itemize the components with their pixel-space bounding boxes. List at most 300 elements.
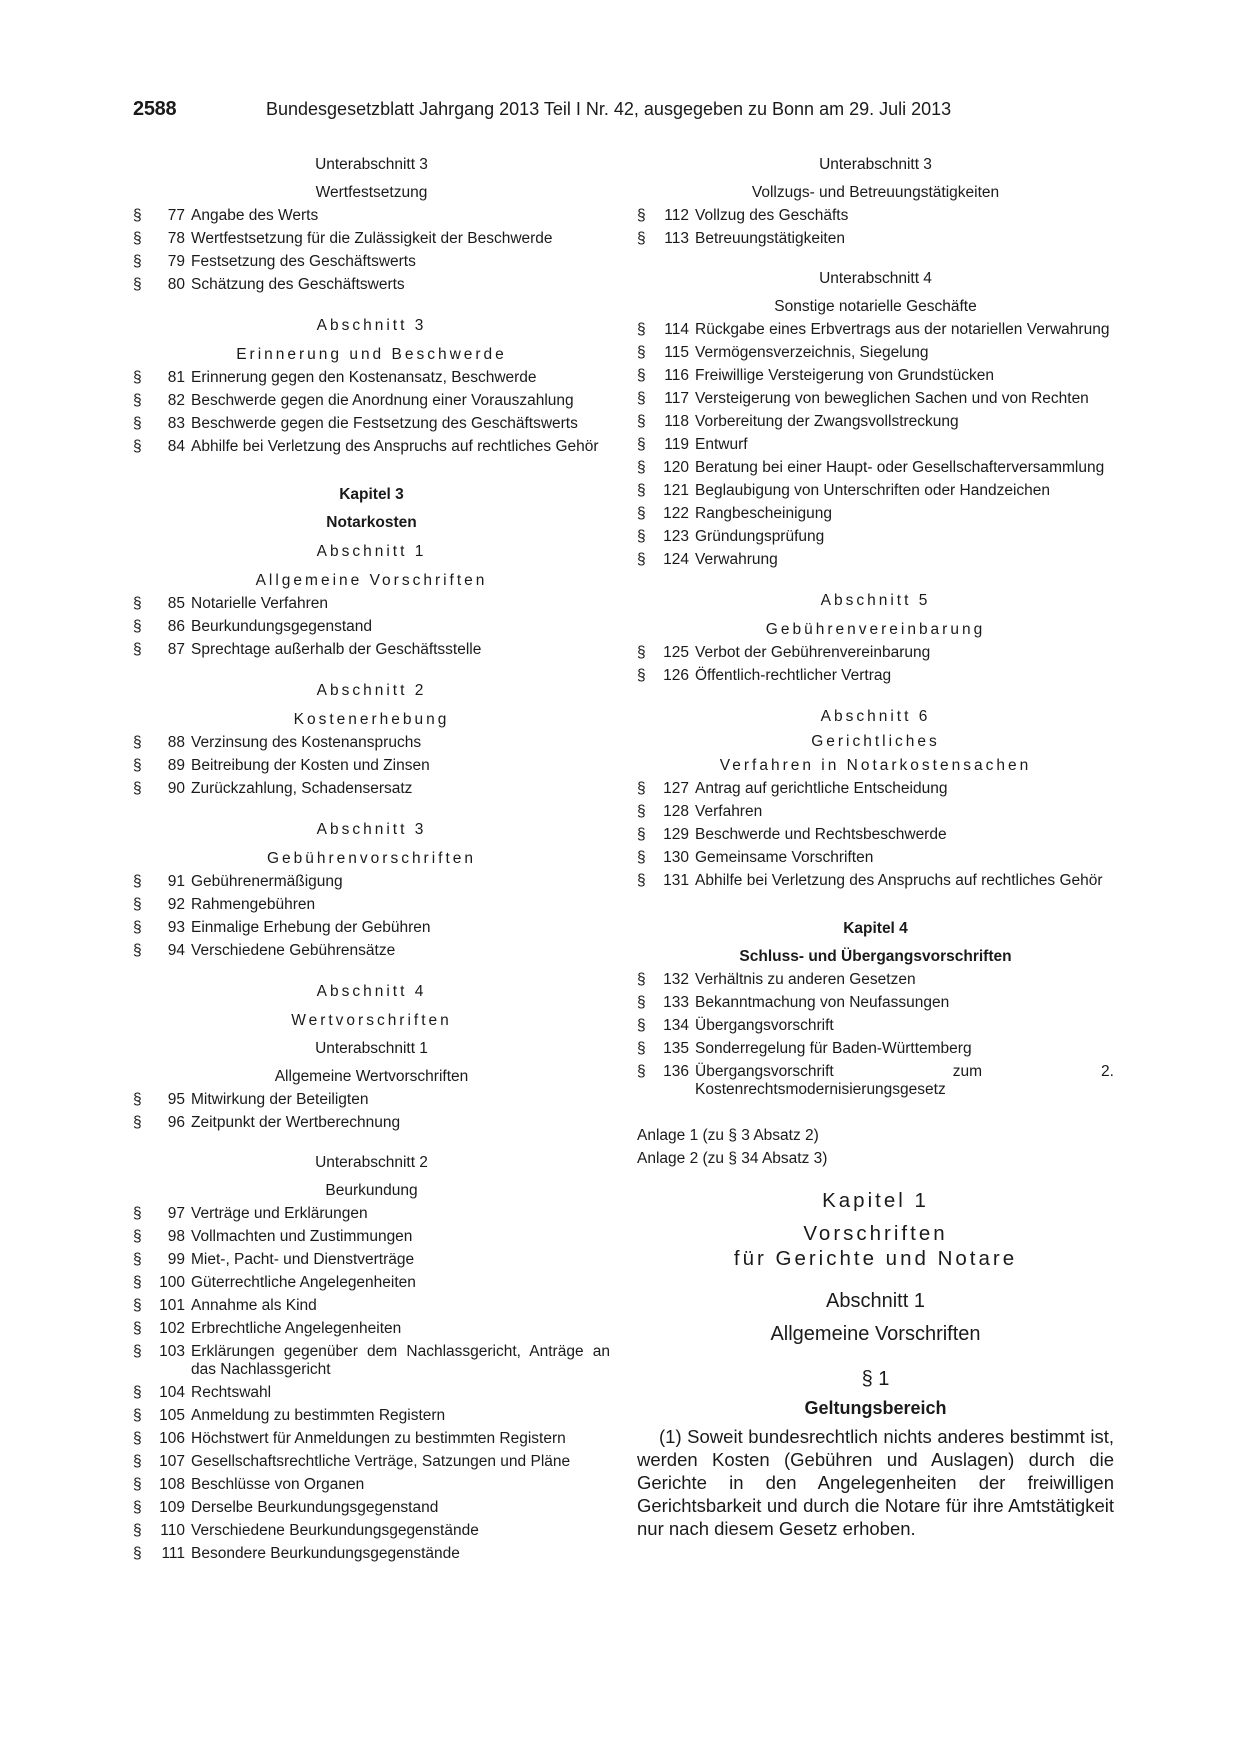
- toc-entry: [133, 207, 610, 225]
- paragraph-number: 121: [663, 482, 689, 499]
- paragraph-ref: [637, 644, 695, 662]
- paragraph-number: 111: [161, 1545, 185, 1562]
- paragraph-number: 125: [663, 644, 689, 661]
- toc-entry: [133, 415, 610, 433]
- section-sign: §: [637, 413, 646, 430]
- toc-entry: [637, 1017, 1114, 1035]
- toc-entry: [133, 1476, 610, 1494]
- section-sign: §: [133, 1091, 142, 1108]
- paragraph-number: 79: [167, 253, 185, 270]
- section-sign: §: [637, 344, 646, 361]
- section-sign: §: [133, 392, 142, 409]
- toc-entry: [637, 482, 1114, 500]
- toc-entry: [637, 644, 1114, 662]
- paragraph-ref: [637, 505, 695, 523]
- toc-entry: [133, 438, 610, 456]
- toc-entry: [637, 826, 1114, 844]
- entry-title: Miet-, Pacht- und Dienstverträge: [191, 1251, 415, 1268]
- paragraph-number: 132: [663, 971, 689, 988]
- entry-title: Beschwerde gegen die Anordnung einer Vorauszahlung: [191, 392, 574, 409]
- entry-title: Rangbescheinigung: [695, 505, 833, 522]
- section-sign: §: [637, 803, 646, 820]
- entry-title: Mitwirkung der Beteiligten: [191, 1091, 369, 1108]
- section-sign: §: [637, 1063, 646, 1080]
- entry-title: Gemeinsame Vorschriften: [695, 849, 874, 866]
- entry-title: Übergangsvorschrift zum 2. Kostenrechtsmodernisierungsgesetz: [695, 1063, 1114, 1098]
- toc-entry: [133, 1453, 610, 1471]
- section-sign: §: [637, 667, 646, 684]
- paragraph-number: 96: [167, 1114, 185, 1131]
- paragraph-number: 81: [167, 369, 185, 386]
- paragraph-number: 115: [664, 344, 689, 361]
- toc-entry: [637, 780, 1114, 798]
- paragraph-number: 128: [663, 803, 689, 820]
- entry-title: Festsetzung des Geschäftswerts: [191, 253, 416, 270]
- toc-entry: [637, 413, 1114, 431]
- section-heading: Abschnitt 3: [316, 317, 427, 334]
- section-sign: §: [133, 1205, 142, 1222]
- toc-entry: [133, 1499, 610, 1517]
- paragraph-ref: [133, 369, 191, 387]
- section-sign: §: [133, 1499, 142, 1516]
- toc-entry: [133, 276, 610, 294]
- paragraph-ref: [133, 415, 191, 433]
- toc-entry: [133, 369, 610, 387]
- paragraph-ref: [637, 413, 695, 431]
- paragraph-ref: [133, 734, 191, 752]
- section-sign: §: [637, 971, 646, 988]
- paragraph-number: 82: [167, 392, 185, 409]
- entry-title: Annahme als Kind: [191, 1297, 317, 1314]
- paragraph-ref: [133, 1343, 191, 1379]
- entry-title: Beurkundungsgegenstand: [191, 618, 372, 635]
- toc-entry: [133, 595, 610, 613]
- entry-title: Rechtswahl: [191, 1384, 272, 1401]
- entry-title: Einmalige Erhebung der Gebühren: [191, 919, 431, 936]
- toc-entry: [637, 971, 1114, 989]
- paragraph-ref: [133, 1274, 191, 1292]
- section-sign: §: [133, 1522, 142, 1539]
- entry-title: Güterrechtliche Angelegenheiten: [191, 1274, 416, 1291]
- subsection-heading: Unterabschnitt 4: [819, 270, 932, 287]
- section-sign: §: [133, 415, 142, 432]
- toc-list: [133, 873, 610, 960]
- section-sign: §: [133, 230, 142, 247]
- paragraph-number: 94: [167, 942, 185, 959]
- paragraph-ref: [637, 1040, 695, 1058]
- entry-title: Verwahrung: [695, 551, 778, 568]
- toc-entry: [637, 667, 1114, 685]
- section-sign: §: [133, 253, 142, 270]
- toc-entry: [133, 1091, 610, 1109]
- paragraph-number: 89: [167, 757, 185, 774]
- paragraph-ref: [637, 528, 695, 546]
- toc-entry: [133, 1228, 610, 1246]
- entry-title: Betreuungstätigkeiten: [695, 230, 845, 247]
- subsection-title: Vollzugs- und Betreuungstätigkeiten: [751, 184, 1000, 201]
- paragraph-number: 78: [167, 230, 185, 247]
- section-sign: §: [133, 1453, 142, 1470]
- toc-entry: [133, 1114, 610, 1132]
- paragraph-number: 102: [159, 1320, 185, 1337]
- section-title: Wertfestsetzung: [315, 184, 428, 201]
- entry-title: Erinnerung gegen den Kostenansatz, Beschwerde: [191, 369, 537, 386]
- paragraph-ref: [637, 459, 695, 477]
- section-title: Gebührenvereinbarung: [765, 621, 986, 638]
- paragraph-number: 101: [159, 1297, 185, 1314]
- paragraph-number: 86: [167, 618, 185, 635]
- section-heading: Abschnitt 6: [820, 708, 931, 725]
- paragraph-ref: [637, 367, 695, 385]
- toc-entry: [637, 230, 1114, 248]
- toc-entry: [637, 459, 1114, 477]
- paragraph-number: 95: [167, 1091, 185, 1108]
- paragraph-ref: [637, 849, 695, 867]
- subsection-title: Beurkundung: [325, 1182, 418, 1199]
- toc-entry: [637, 803, 1114, 821]
- section-sign: §: [637, 390, 646, 407]
- paragraph-ref: [133, 896, 191, 914]
- toc-entry: [133, 1545, 610, 1563]
- paragraph-ref: [133, 392, 191, 410]
- paragraph-ref: [637, 803, 695, 821]
- paragraph-ref: [133, 230, 191, 248]
- entry-title: Verhältnis zu anderen Gesetzen: [695, 971, 916, 988]
- paragraph-ref: [637, 390, 695, 408]
- section-sign: §: [637, 482, 646, 499]
- toc-list: [133, 734, 610, 798]
- section-sign: §: [133, 1430, 142, 1447]
- paragraph-number: 98: [167, 1228, 185, 1245]
- paragraph-number: 136: [663, 1063, 689, 1080]
- page-header: [133, 98, 1113, 126]
- toc-list: [637, 207, 1114, 248]
- toc-entry: [637, 321, 1114, 339]
- paragraph-number: 123: [663, 528, 689, 545]
- entry-title: Rahmengebühren: [191, 896, 316, 913]
- paragraph-ref: [133, 1297, 191, 1315]
- entry-title: Erklärungen gegenüber dem Nachlassgericht, Anträge an das Nachlassgericht: [191, 1343, 610, 1378]
- toc-list: [133, 207, 610, 294]
- entry-title: Beratung bei einer Haupt- oder Gesellschafterversammlung: [695, 459, 1105, 476]
- entry-title: Beschwerde gegen die Festsetzung des Geschäftswerts: [191, 415, 578, 432]
- section-sign: §: [133, 276, 142, 293]
- entry-title: Verschiedene Gebührensätze: [191, 942, 396, 959]
- entry-title: Verträge und Erklärungen: [191, 1205, 368, 1222]
- toc-entry: [133, 896, 610, 914]
- paragraph-number: 99: [167, 1251, 185, 1268]
- toc-entry: [637, 551, 1114, 569]
- section-sign: §: [133, 1228, 142, 1245]
- entry-title: Höchstwert für Anmeldungen zu bestimmten Registern: [191, 1430, 566, 1447]
- chapter-heading: Kapitel 4: [843, 920, 908, 937]
- paragraph-ref: [637, 230, 695, 248]
- paragraph-ref: [133, 595, 191, 613]
- entry-title: Gebührenermäßigung: [191, 873, 343, 890]
- section-sign: §: [133, 1297, 142, 1314]
- paragraph-ref: [637, 971, 695, 989]
- entry-title: Verzinsung des Kostenanspruchs: [191, 734, 422, 751]
- section-sign: §: [637, 230, 646, 247]
- paragraph-number: 85: [167, 595, 185, 612]
- section-sign: §: [637, 872, 646, 889]
- section-sign: §: [133, 1114, 142, 1131]
- entry-title: Gründungsprüfung: [695, 528, 825, 545]
- section-sign: §: [133, 1545, 142, 1562]
- section-sign: §: [637, 849, 646, 866]
- section-heading: Abschnitt 1: [826, 1290, 925, 1312]
- paragraph-ref: [133, 438, 191, 456]
- section-sign: §: [133, 873, 142, 890]
- section-sign: §: [637, 207, 646, 224]
- entry-title: Verbot der Gebührenvereinbarung: [695, 644, 931, 661]
- section-sign: §: [133, 207, 142, 224]
- section-sign: §: [637, 994, 646, 1011]
- section-sign: §: [133, 757, 142, 774]
- section-sign: §: [133, 1320, 142, 1337]
- entry-title: Vorbereitung der Zwangsvollstreckung: [695, 413, 959, 430]
- toc-entry: [637, 994, 1114, 1012]
- annex-reference: Anlage 2 (zu § 34 Absatz 3): [637, 1150, 828, 1167]
- toc-entry: [637, 207, 1114, 225]
- section-heading: Unterabschnitt 3: [315, 156, 428, 173]
- paragraph-ref: [637, 1017, 695, 1035]
- entry-title: Notarielle Verfahren: [191, 595, 328, 612]
- paragraph-number: 88: [167, 734, 185, 751]
- paragraph-number: 120: [663, 459, 689, 476]
- toc-entry: [133, 1205, 610, 1223]
- section-heading: Abschnitt 1: [316, 543, 427, 560]
- entry-title: Freiwillige Versteigerung von Grundstücken: [695, 367, 994, 384]
- toc-entry: [637, 528, 1114, 546]
- paragraph-ref: [133, 276, 191, 294]
- section-sign: §: [133, 595, 142, 612]
- page-number: 2588: [133, 98, 177, 120]
- paragraph-ref: [133, 942, 191, 960]
- paragraph-ref: [637, 344, 695, 362]
- section-sign: §: [637, 459, 646, 476]
- entry-title: Besondere Beurkundungsgegenstände: [191, 1545, 460, 1562]
- entry-title: Zurückzahlung, Schadensersatz: [191, 780, 413, 797]
- entry-title: Abhilfe bei Verletzung des Anspruchs auf rechtliches Gehör: [695, 872, 1103, 889]
- entry-title: Rückgabe eines Erbvertrags aus der notariellen Verwahrung: [695, 321, 1110, 338]
- section-title: Kostenerhebung: [293, 711, 450, 728]
- section-sign: §: [133, 1251, 142, 1268]
- section-sign: §: [637, 826, 646, 843]
- section-sign: §: [133, 1384, 142, 1401]
- section-heading: Abschnitt 4: [316, 983, 427, 1000]
- paragraph-ref: [637, 207, 695, 225]
- entry-title: Anmeldung zu bestimmten Registern: [191, 1407, 446, 1424]
- paragraph-number: 83: [167, 415, 185, 432]
- entry-title: Beschwerde und Rechtsbeschwerde: [695, 826, 947, 843]
- paragraph-ref: [133, 919, 191, 937]
- paragraph-number: 92: [167, 896, 185, 913]
- paragraph-number: 77: [167, 207, 185, 224]
- section-sign: §: [133, 641, 142, 658]
- right-column: [637, 151, 1114, 1540]
- section-sign: §: [133, 618, 142, 635]
- entry-title: Beschlüsse von Organen: [191, 1476, 365, 1493]
- section-title: Allgemeine Vorschriften: [770, 1323, 981, 1345]
- section-heading: Abschnitt 2: [316, 682, 427, 699]
- paragraph-ref: [133, 1091, 191, 1109]
- entry-title: Beglaubigung von Unterschriften oder Handzeichen: [695, 482, 1051, 499]
- entry-title: Angabe des Werts: [191, 207, 319, 224]
- toc-entry: [133, 942, 610, 960]
- paragraph-ref: [637, 667, 695, 685]
- subsection-title: Allgemeine Wertvorschriften: [274, 1068, 469, 1085]
- section-sign: §: [133, 919, 142, 936]
- toc-list: [637, 780, 1114, 890]
- paragraph-ref: [133, 1205, 191, 1223]
- paragraph-ref: [133, 253, 191, 271]
- section-sign: §: [133, 896, 142, 913]
- entry-title: Abhilfe bei Verletzung des Anspruchs auf rechtliches Gehör: [191, 438, 599, 455]
- subsection-heading: Unterabschnitt 1: [315, 1040, 428, 1057]
- toc-entry: [133, 230, 610, 248]
- toc-entry: [637, 505, 1114, 523]
- toc-entry: [133, 1343, 610, 1379]
- chapter-title: Schluss- und Übergangsvorschriften: [739, 948, 1012, 965]
- paragraph-number: 91: [167, 873, 185, 890]
- toc-entry: [133, 253, 610, 271]
- entry-title: Antrag auf gerichtliche Entscheidung: [695, 780, 948, 797]
- entry-title: Beitreibung der Kosten und Zinsen: [191, 757, 430, 774]
- section-heading: Abschnitt 5: [820, 592, 931, 609]
- paragraph-number: 113: [664, 230, 689, 247]
- paragraph-number: 133: [663, 994, 689, 1011]
- paragraph-number: 135: [663, 1040, 689, 1057]
- toc-list: [133, 1091, 610, 1132]
- paragraph-number: 90: [167, 780, 185, 797]
- entry-title: Verfahren: [695, 803, 763, 820]
- toc-entry: [133, 919, 610, 937]
- section-title-line: Gerichtliches: [811, 733, 940, 750]
- section-title-line: Verfahren in Notarkostensachen: [719, 757, 1032, 774]
- paragraph-ref: [637, 994, 695, 1012]
- toc-list: [133, 369, 610, 456]
- paragraph-number: 108: [159, 1476, 185, 1493]
- paragraph-number: 87: [167, 641, 185, 658]
- toc-entry: [637, 1040, 1114, 1058]
- toc-entry: [133, 1407, 610, 1425]
- paragraph-ref: [637, 780, 695, 798]
- paragraph-ref: [637, 826, 695, 844]
- paragraph-ref: [133, 1499, 191, 1517]
- toc-entry: [637, 849, 1114, 867]
- toc-entry: [133, 392, 610, 410]
- paragraph-ref: [133, 873, 191, 891]
- toc-entry: [133, 618, 610, 636]
- entry-title: Öffentlich-rechtlicher Vertrag: [695, 667, 892, 684]
- paragraph-number: 118: [664, 413, 689, 430]
- section-sign: §: [637, 551, 646, 568]
- entry-title: Versteigerung von beweglichen Sachen und von Rechten: [695, 390, 1089, 407]
- section-sign: §: [637, 528, 646, 545]
- section-title: Allgemeine Vorschriften: [255, 572, 488, 589]
- section-sign: §: [133, 734, 142, 751]
- paragraph-number: 100: [159, 1274, 185, 1291]
- entry-title: Bekanntmachung von Neufassungen: [695, 994, 950, 1011]
- chapter-heading: Kapitel 3: [339, 486, 404, 503]
- chapter-title: Notarkosten: [326, 514, 417, 531]
- toc-list: [133, 595, 610, 659]
- paragraph-ref: [637, 551, 695, 569]
- section-sign: §: [637, 1017, 646, 1034]
- section-sign: §: [637, 367, 646, 384]
- toc-entry: [637, 344, 1114, 362]
- paragraph-ref: [133, 1476, 191, 1494]
- section-sign: §: [133, 1343, 142, 1360]
- toc-entry: [637, 872, 1114, 890]
- entry-title: Gesellschaftsrechtliche Verträge, Satzungen und Pläne: [191, 1453, 571, 1470]
- toc-list: [637, 321, 1114, 569]
- paragraph-number: 106: [159, 1430, 185, 1447]
- paragraph-number: 124: [663, 551, 689, 568]
- toc-entry: [637, 436, 1114, 454]
- paragraph-title: Geltungsbereich: [804, 1398, 947, 1418]
- paragraph-ref: [133, 618, 191, 636]
- section-title: Gebührenvorschriften: [266, 850, 477, 867]
- toc-entry: [133, 1522, 610, 1540]
- paragraph-number: 131: [663, 872, 689, 889]
- section-heading: Abschnitt 3: [316, 821, 427, 838]
- entry-title: Übergangsvorschrift: [695, 1017, 834, 1034]
- paragraph-number: 105: [159, 1407, 185, 1424]
- paragraph-ref: [133, 1228, 191, 1246]
- entry-title: Zeitpunkt der Wertberechnung: [191, 1114, 401, 1131]
- publication-title: Bundesgesetzblatt Jahrgang 2013 Teil I Nr. 42, ausgegeben zu Bonn am 29. Juli 2013: [266, 99, 952, 119]
- paragraph-ref: [133, 1251, 191, 1269]
- toc-entry: [637, 367, 1114, 385]
- subsection-heading: Unterabschnitt 2: [315, 1154, 428, 1171]
- section-sign: §: [133, 780, 142, 797]
- subsection-heading: Unterabschnitt 3: [819, 156, 932, 173]
- section-sign: §: [637, 321, 646, 338]
- paragraph-number: 107: [159, 1453, 185, 1470]
- entry-title: Sprechtage außerhalb der Geschäftsstelle: [191, 641, 482, 658]
- paragraph-ref: [637, 321, 695, 339]
- toc-entry: [133, 780, 610, 798]
- paragraph-ref: [133, 1453, 191, 1471]
- paragraph-number: 129: [663, 826, 689, 843]
- section-sign: §: [133, 1274, 142, 1291]
- section-sign: §: [637, 644, 646, 661]
- paragraph-number: 117: [664, 390, 689, 407]
- paragraph-ref: [133, 641, 191, 659]
- toc-entry: [133, 873, 610, 891]
- chapter-heading: Kapitel 1: [822, 1189, 929, 1212]
- paragraph-number: 127: [663, 780, 689, 797]
- toc-entry: [133, 641, 610, 659]
- chapter-title-line: Vorschriften: [803, 1222, 948, 1245]
- section-sign: §: [133, 438, 142, 455]
- paragraph-number: 103: [159, 1343, 185, 1360]
- entry-title: Erbrechtliche Angelegenheiten: [191, 1320, 402, 1337]
- chapter-title-line: für Gerichte und Notare: [733, 1247, 1018, 1270]
- paragraph-ref: [133, 780, 191, 798]
- paragraph-number: 122: [663, 505, 689, 522]
- entry-title: Schätzung des Geschäftswerts: [191, 276, 405, 293]
- paragraph-number: 104: [159, 1384, 185, 1401]
- toc-list: [133, 1205, 610, 1563]
- toc-entry: [133, 1297, 610, 1315]
- paragraph-number: 116: [664, 367, 689, 384]
- section-sign: §: [133, 369, 142, 386]
- toc-entry: [133, 1320, 610, 1338]
- section-title: Wertvorschriften: [291, 1012, 452, 1029]
